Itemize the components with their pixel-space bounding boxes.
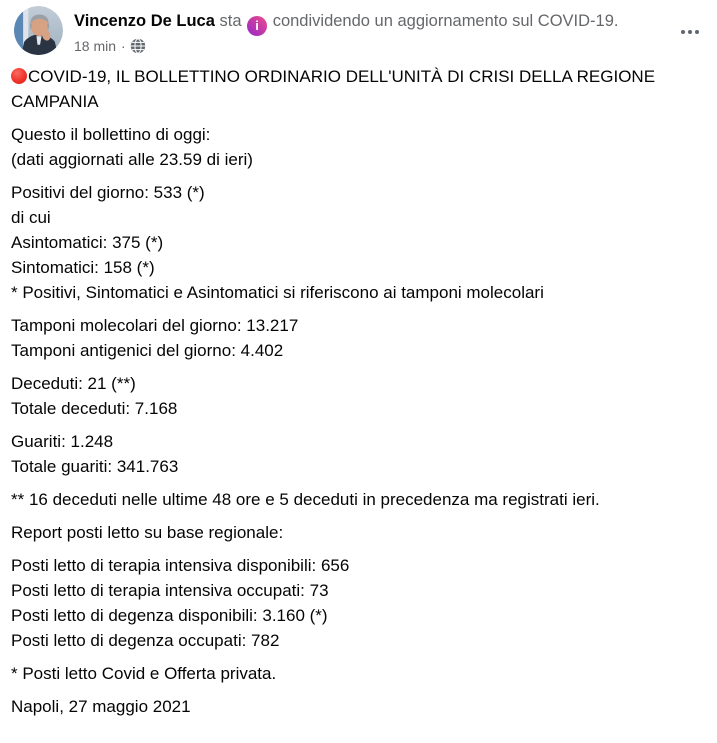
post-paragraph (11, 694, 701, 719)
post-text-line: Napoli, 27 maggio 2021 (11, 697, 191, 716)
header-info (74, 6, 619, 54)
covid-info-icon[interactable] (247, 16, 267, 36)
post-text-line: * Positivi, Sintomatici e Asintomatici si riferiscono ai tamponi molecolari (11, 283, 544, 302)
separator-dot: · (121, 38, 126, 54)
timestamp-link[interactable] (74, 38, 619, 54)
post-text-line: Totale deceduti: 7.168 (11, 399, 178, 418)
activity-suffix: condividendo un aggiornamento sul COVID-19. (272, 12, 619, 30)
post-paragraph (11, 180, 701, 305)
post-text-line: Positivi del giorno: 533 (*) (11, 183, 205, 202)
post-text-line: * Posti letto Covid e Offerta privata. (11, 664, 277, 683)
post-headline (11, 64, 701, 114)
headline-text: COVID-19, IL BOLLETTINO ORDINARIO DELL'UNITÀ DI CRISI DELLA REGIONE CAMPANIA (11, 67, 656, 111)
post-text-line: di cui (11, 208, 51, 227)
avatar-image (14, 6, 63, 55)
post-text-line: Posti letto di terapia intensiva occupati: 73 (11, 581, 329, 600)
ellipsis-dot (681, 30, 685, 34)
ellipsis-dot (695, 30, 699, 34)
post-text-line: ** 16 deceduti nelle ultime 48 ore e 5 deceduti in precedenza ma registrati ieri. (11, 490, 600, 509)
ellipsis-dot (688, 30, 692, 34)
post-body (0, 64, 717, 719)
post-text-line: Report posti letto su base regionale: (11, 523, 284, 542)
post-text-line: (dati aggiornati alle 23.59 di ieri) (11, 150, 253, 169)
avatar[interactable] (14, 6, 63, 55)
globe-privacy-icon (130, 38, 146, 54)
post-paragraph (11, 313, 701, 363)
post-paragraph (11, 429, 701, 479)
post-options-button[interactable] (679, 24, 701, 40)
post-text-line: Posti letto di terapia intensiva disponibili: 656 (11, 556, 350, 575)
activity-prefix: sta (219, 12, 242, 30)
post-text-line: Questo il bollettino di oggi: (11, 125, 211, 144)
post-context-line (74, 9, 619, 36)
post-text-line: Tamponi antigenici del giorno: 4.402 (11, 341, 284, 360)
post-paragraph (11, 520, 701, 545)
post-header (0, 0, 717, 55)
post-paragraph (11, 487, 701, 512)
post-text-line: Asintomatici: 375 (*) (11, 233, 164, 252)
red-circle-icon (11, 68, 27, 84)
post-text-line: Posti letto di degenza disponibili: 3.160 (*) (11, 606, 328, 625)
post-text-line: Tamponi molecolari del giorno: 13.217 (11, 316, 299, 335)
post-paragraph (11, 553, 701, 653)
post-paragraph (11, 371, 701, 421)
author-name-link[interactable]: Vincenzo De Luca (74, 12, 215, 30)
post-text-line: Totale guariti: 341.763 (11, 457, 179, 476)
post-text-line: Sintomatici: 158 (*) (11, 258, 155, 277)
timestamp-text: 18 min (74, 38, 117, 54)
post-text-line: Deceduti: 21 (**) (11, 374, 136, 393)
post-paragraph (11, 122, 701, 172)
post-text-line: Posti letto di degenza occupati: 782 (11, 631, 280, 650)
info-icon-letter: i (255, 18, 259, 33)
post-text-line: Guariti: 1.248 (11, 432, 114, 451)
post-paragraph (11, 661, 701, 686)
